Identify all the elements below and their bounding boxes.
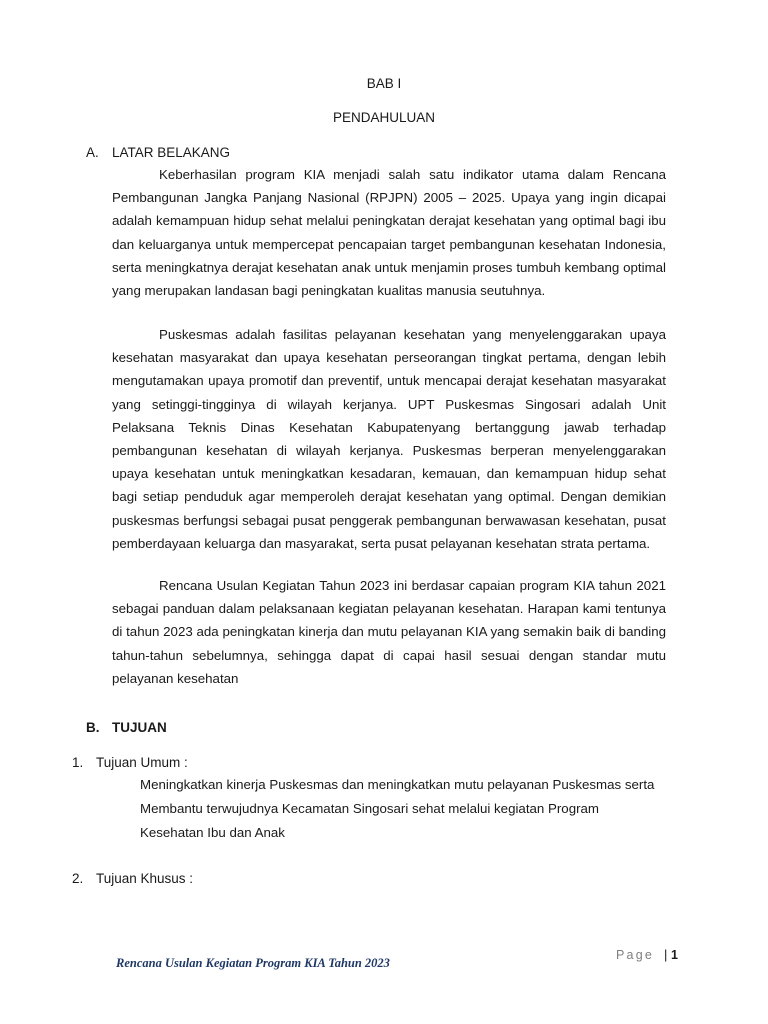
paragraph-3: Rencana Usulan Kegiatan Tahun 2023 ini berdasar capaian program KIA tahun 2021 sebagai panduan dalam pelaksanaan kegiatan pelayanan kesehatan. Harapan kami tentunya di tahun 2023 ada peningkatan kinerja dan mutu pelayanan KIA yang semakin baik di banding tahun-tahun sebelumnya, sehingga dapat di capai hasil sesuai dengan standar mutu pelayanan kesehatan <box>112 578 666 686</box>
section-b-title: TUJUAN <box>112 720 167 735</box>
list-item-number: 2. <box>72 871 84 886</box>
chapter-label: BAB I <box>366 76 402 91</box>
list-item-number: 1. <box>72 755 84 770</box>
section-a-title: LATAR BELAKANG <box>112 145 231 160</box>
footer-document-title: Rencana Usulan Kegiatan Program KIA Tahun 2023 <box>116 956 390 970</box>
list-item-label: Tujuan Khusus : <box>96 871 194 886</box>
list-item-text: Meningkatkan kinerja Puskesmas dan meningkatkan mutu pelayanan Puskesmas serta Membantu terwujudnya Kecamatan Singosari sehat melalui kegiatan Program Kesehatan Ibu dan Anak <box>140 777 655 840</box>
list-item-label: Tujuan Umum : <box>96 755 188 770</box>
section-a-marker: A. <box>86 145 99 160</box>
chapter-title: PENDAHULUAN <box>332 110 436 125</box>
page-separator: | <box>664 947 668 962</box>
page-label: Page <box>616 948 654 962</box>
paragraph-2: Puskesmas adalah fasilitas pelayanan kesehatan yang menyelenggarakan upaya kesehatan masyarakat dan upaya kesehatan perseorangan tingkat pertama, dengan lebih mengutamakan upaya promotif dan preventif, untuk mencapai derajat kesehatan masyarakat yang setinggi-tingginya di wilayah kerjanya. UPT Puskesmas Singosari adalah Unit Pelaksana Teknis Dinas Kesehatan Kabupatenyang bertanggung jawab terhadap pembangunan kesehatan di wilayah kerjanya. Puskesmas berperan menyelenggarakan upaya kesehatan untuk meningkatkan kesadaran, kemauan, dan kemampuan hidup sehat bagi setiap penduduk agar memperoleh derajat kesehatan yang optimal. Dengan demikian puskesmas berfungsi sebagai pusat penggerak pembangunan berwawasan kesehatan, pusat pemberdayaan keluarga dan masyarakat, serta pusat pelayanan kesehatan strata pertama. <box>112 327 666 551</box>
section-b-marker: B. <box>86 720 100 735</box>
paragraph-1: Keberhasilan program KIA menjadi salah satu indikator utama dalam Rencana Pembangunan Jangka Panjang Nasional (RPJPN) 2005 – 2025. Upaya yang ingin dicapai adalah kemampuan hidup sehat melalui peningkatan derajat kesehatan yang optimal bagi ibu dan keluarganya untuk mempercepat pencapaian target pembangunan kesehatan Indonesia, serta meningkatnya derajat kesehatan anak untuk menjamin proses tumbuh kembang optimal yang merupakan landasan bagi peningkatan kualitas manusia seutuhnya. <box>112 167 666 299</box>
page-number: 1 <box>671 948 678 962</box>
